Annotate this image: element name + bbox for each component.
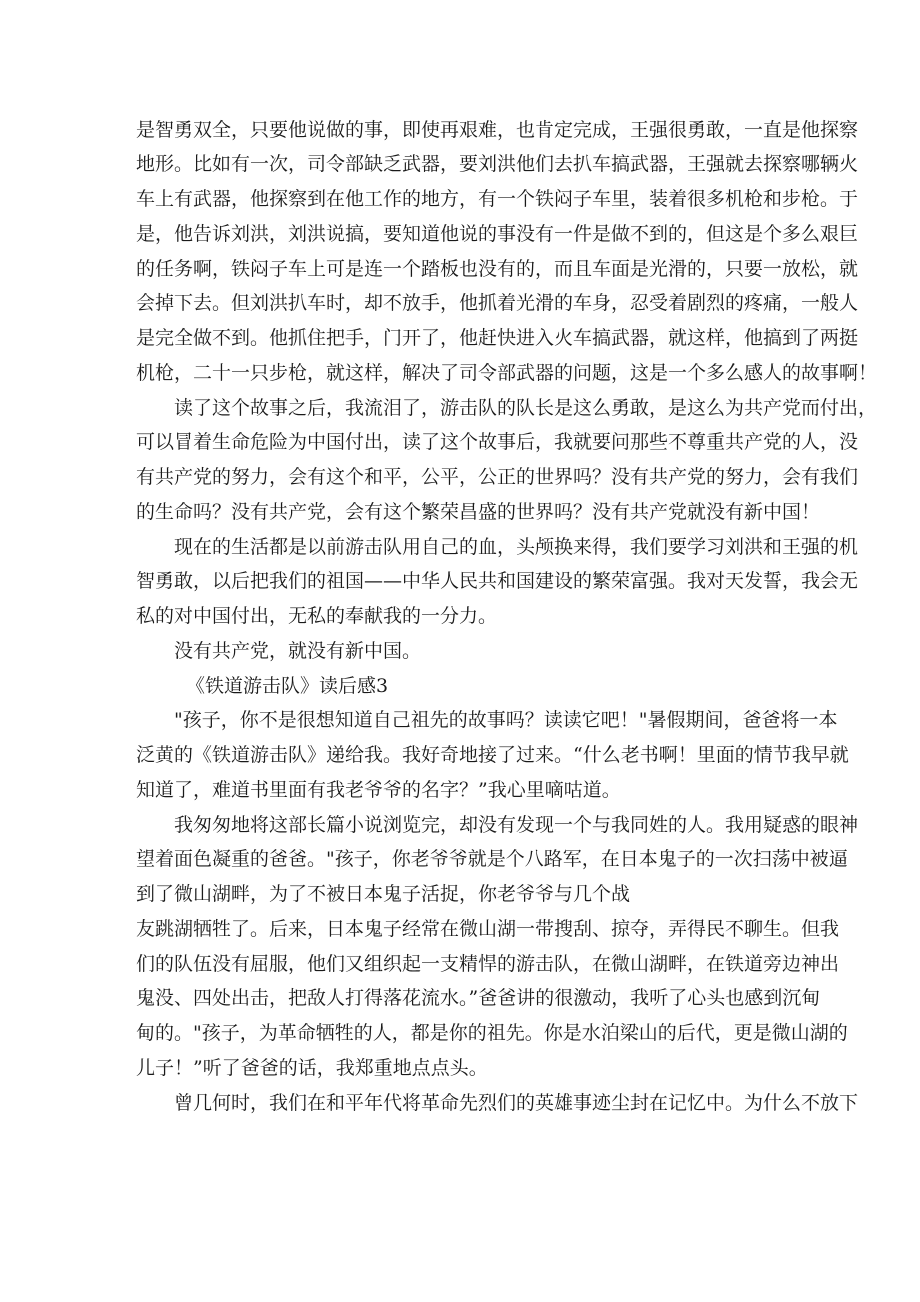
- paragraph-start-line: 读了这个故事之后，我流泪了，游击队的队长是这么勇敢，是这么为共产党而付出，: [174, 397, 878, 419]
- text-line: 是完全做不到。他抓住把手，门开了，他赶快进入火车搞武器，就这样，他搞到了两挺: [136, 327, 859, 349]
- paragraph-start-line: "孩子，你不是很想知道自己祖先的故事吗？读读它吧！"暑假期间，爸爸将一本: [174, 709, 838, 731]
- text-line: 地形。比如有一次，司令部缺乏武器，要刘洪他们去扒车搞武器，王强就去探察哪辆火: [136, 153, 859, 175]
- text-line: 到了微山湖畔，为了不被日本鬼子活捉，你老爷爷与几个战: [136, 883, 631, 905]
- text-line: 可以冒着生命危险为中国付出，读了这个故事后，我就要问那些不尊重共产党的人，没: [136, 431, 859, 453]
- section-heading: 《铁道游击队》读后感3: [186, 675, 389, 697]
- text-line: 有共产党的努力，会有这个和平，公平，公正的世界吗？没有共产党的努力，会有我们: [136, 466, 859, 488]
- text-line: 智勇敢，以后把我们的祖国——中华人民共和国建设的繁荣富强。我对天发誓，我会无: [136, 570, 859, 592]
- text-line: 鬼没、四处出击，把敌人打得落花流水。”爸爸讲的很激动，我听了心头也感到沉甸: [136, 987, 821, 1009]
- paragraph-start-line: 曾几何时，我们在和平年代将革命先烈们的英雄事迹尘封在记忆中。为什么不放下: [174, 1092, 859, 1114]
- text-line: 望着面色凝重的爸爸。"孩子，你老爷爷就是个八路军，在日本鬼子的一次扫荡中被逼: [136, 848, 848, 870]
- text-line: 的任务啊，铁闷子车上可是连一个踏板也没有的，而且车面是光滑的，只要一放松，就: [136, 258, 859, 280]
- paragraph-start-line: 我匆匆地将这部长篇小说浏览完，却没有发现一个与我同姓的人。我用疑惑的眼神: [174, 814, 859, 836]
- text-line: 儿子！”听了爸爸的话，我郑重地点点头。: [136, 1057, 488, 1079]
- paragraph-start-line: 现在的生活都是以前游击队用自己的血，头颅换来得，我们要学习刘洪和王强的机: [174, 536, 859, 558]
- text-line: 知道了，难道书里面有我老爷爷的名字？”我心里嘀咕道。: [136, 779, 621, 801]
- text-line: 友跳湖牺牲了。后来，日本鬼子经常在微山湖一带搜刮、掠夺，弄得民不聊生。但我: [136, 918, 840, 940]
- text-line: 是智勇双全，只要他说做的事，即使再艰难，也肯定完成，王强很勇敢，一直是他探察: [136, 119, 859, 141]
- text-line: 私的对中国付出，无私的奉献我的一分力。: [136, 605, 498, 627]
- text-line: 们的队伍没有屈服，他们又组织起一支精悍的游击队，在微山湖畔，在铁道旁边神出: [136, 953, 840, 975]
- text-line: 车上有武器，他探察到在他工作的地方，有一个铁闷子车里，装着很多机枪和步枪。于: [136, 188, 859, 210]
- text-line: 的生命吗？没有共产党，会有这个繁荣昌盛的世界吗？没有共产党就没有新中国！: [136, 501, 821, 523]
- text-line: 泛黄的《铁道游击队》递给我。我好奇地接了过来。“什么老书啊！里面的情节我早就: [136, 744, 849, 766]
- text-line: 机枪，二十一只步枪，就这样，解决了司令部武器的问题，这是一个多么感人的故事啊！: [136, 362, 878, 384]
- text-line: 是，他告诉刘洪，刘洪说搞，要知道他说的事没有一件是做不到的，但这是个多么艰巨: [136, 223, 859, 245]
- text-line: 甸的。"孩子，为革命牺牲的人，都是你的祖先。你是水泊梁山的后代，更是微山湖的: [136, 1022, 848, 1044]
- paragraph-start-line: 没有共产党，就没有新中国。: [174, 640, 422, 662]
- text-line: 会掉下去。但刘洪扒车时，却不放手，他抓着光滑的车身，忍受着剧烈的疼痛，一般人: [136, 292, 859, 314]
